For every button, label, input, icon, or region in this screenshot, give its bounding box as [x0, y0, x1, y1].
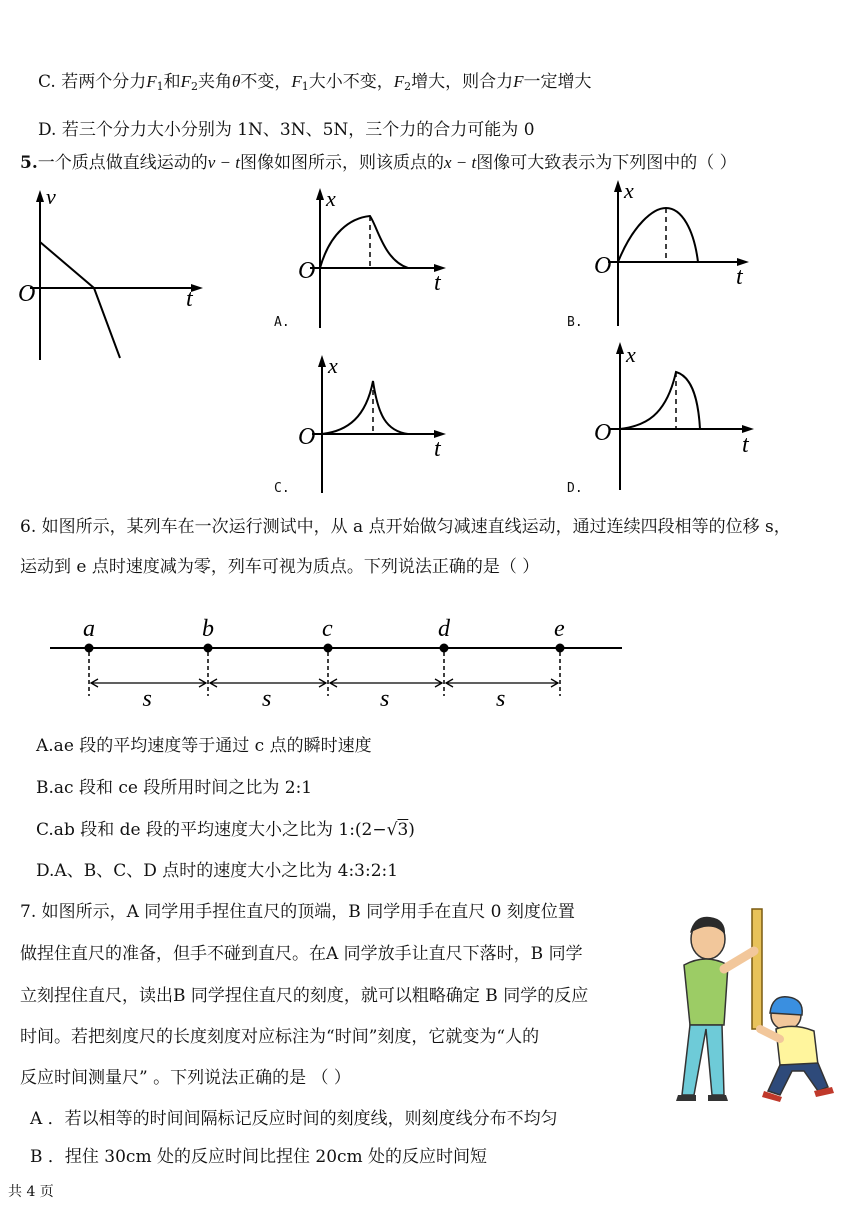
track-point-label-b: b	[202, 616, 214, 642]
t-axis-label: t	[186, 286, 193, 312]
q6-stem-line2: 运动到 e 点时速度减为零，列车可视为质点。下列说法正确的是（ ）	[20, 557, 540, 577]
graph-option-b	[588, 180, 753, 330]
svg-text:O: O	[594, 253, 612, 279]
page-footer: 共 4 页	[8, 1184, 54, 1200]
q7-stem-line5: 反应时间测量尺” 。下列说法正确的是 （ ）	[20, 1068, 351, 1088]
track-point-a	[85, 644, 94, 653]
svg-text:O: O	[594, 420, 612, 446]
track-point-label-c: c	[322, 616, 333, 642]
ruler-illustration	[668, 905, 838, 1105]
svg-text:t: t	[736, 264, 743, 290]
svg-text:x: x	[328, 353, 338, 378]
option-b-label[interactable]: B.	[567, 315, 583, 330]
option-c-label[interactable]: C.	[274, 481, 290, 496]
track-point-label-d: d	[438, 616, 450, 642]
q7-stem-line3: 立刻捏住直尺，读出B 同学捏住直尺的刻度，就可以粗略确定 B 同学的反应	[20, 986, 589, 1006]
track-point-label-a: a	[83, 616, 95, 642]
svg-text:O: O	[298, 258, 316, 284]
q7-stem-line1: 7. 如图所示，A 同学用手捏住直尺的顶端，B 同学用手在直尺 0 刻度位置	[20, 902, 575, 922]
segment-label: s	[496, 686, 506, 712]
track-point-c	[324, 644, 333, 653]
v-axis-label: v	[46, 184, 56, 209]
q6-option-b[interactable]: B.ac 段和 ce 段所用时间之比为 2:1	[36, 778, 313, 798]
q4-option-c: C. 若两个分力$F_1$和$F_2$夹角θ不变，$F_1$大小不变，$F_2$增大，则合力F一定增大	[38, 72, 592, 93]
vt-graph	[18, 184, 203, 370]
graph-option-d	[590, 342, 755, 492]
q6-option-d[interactable]: D.A、B、C、D 点时的速度大小之比为 4:3:2:1	[36, 861, 399, 881]
q5-stem: 5.一个质点做直线运动的v − t图像如图所示，则该质点的x − t图像可大致表示为下列图中的（ ）	[20, 153, 737, 173]
track-point-b	[204, 644, 213, 653]
svg-text:x: x	[624, 178, 634, 203]
svg-text:t: t	[434, 270, 441, 296]
graph-option-a	[290, 188, 450, 333]
track-point-e	[556, 644, 565, 653]
segment-label: s	[380, 686, 390, 712]
svg-text:x: x	[326, 186, 336, 211]
track-point-d	[440, 644, 449, 653]
q6-option-a[interactable]: A.ae 段的平均速度等于通过 c 点的瞬时速度	[36, 736, 372, 756]
option-d-label[interactable]: D.	[567, 481, 583, 496]
origin-label: O	[18, 281, 36, 307]
svg-text:t: t	[434, 436, 441, 462]
q7-option-b[interactable]: B ．捏住 30cm 处的反应时间比捏住 20cm 处的反应时间短	[30, 1147, 488, 1167]
q6-track-diagram	[40, 612, 630, 712]
option-a-label[interactable]: A.	[274, 315, 290, 330]
q4-option-d: D. 若三个分力大小分别为 1N、3N、5N，三个力的合力可能为 0	[38, 120, 535, 140]
svg-text:t: t	[742, 432, 749, 458]
segment-label: s	[262, 686, 272, 712]
q6-option-c[interactable]: C.ab 段和 de 段的平均速度大小之比为 1:(2−√3)	[36, 820, 415, 840]
q7-stem-line2: 做捏住直尺的准备，但手不碰到直尺。在A 同学放手让直尺下落时，B 同学	[20, 944, 583, 964]
segment-label: s	[142, 686, 152, 712]
q6-stem-line1: 6. 如图所示，某列车在一次运行测试中，从 a 点开始做匀减速直线运动，通过连续四段相等的位移 s，	[20, 517, 791, 537]
track-point-label-e: e	[554, 616, 565, 642]
svg-text:O: O	[298, 424, 316, 450]
svg-text:x: x	[626, 342, 636, 367]
graph-option-c	[290, 355, 450, 495]
q7-option-a[interactable]: A ．若以相等的时间间隔标记反应时间的刻度线，则刻度线分布不均匀	[30, 1109, 558, 1129]
q7-stem-line4: 时间。若把刻度尺的长度刻度对应标注为“时间”刻度，它就变为“人的	[20, 1027, 540, 1047]
